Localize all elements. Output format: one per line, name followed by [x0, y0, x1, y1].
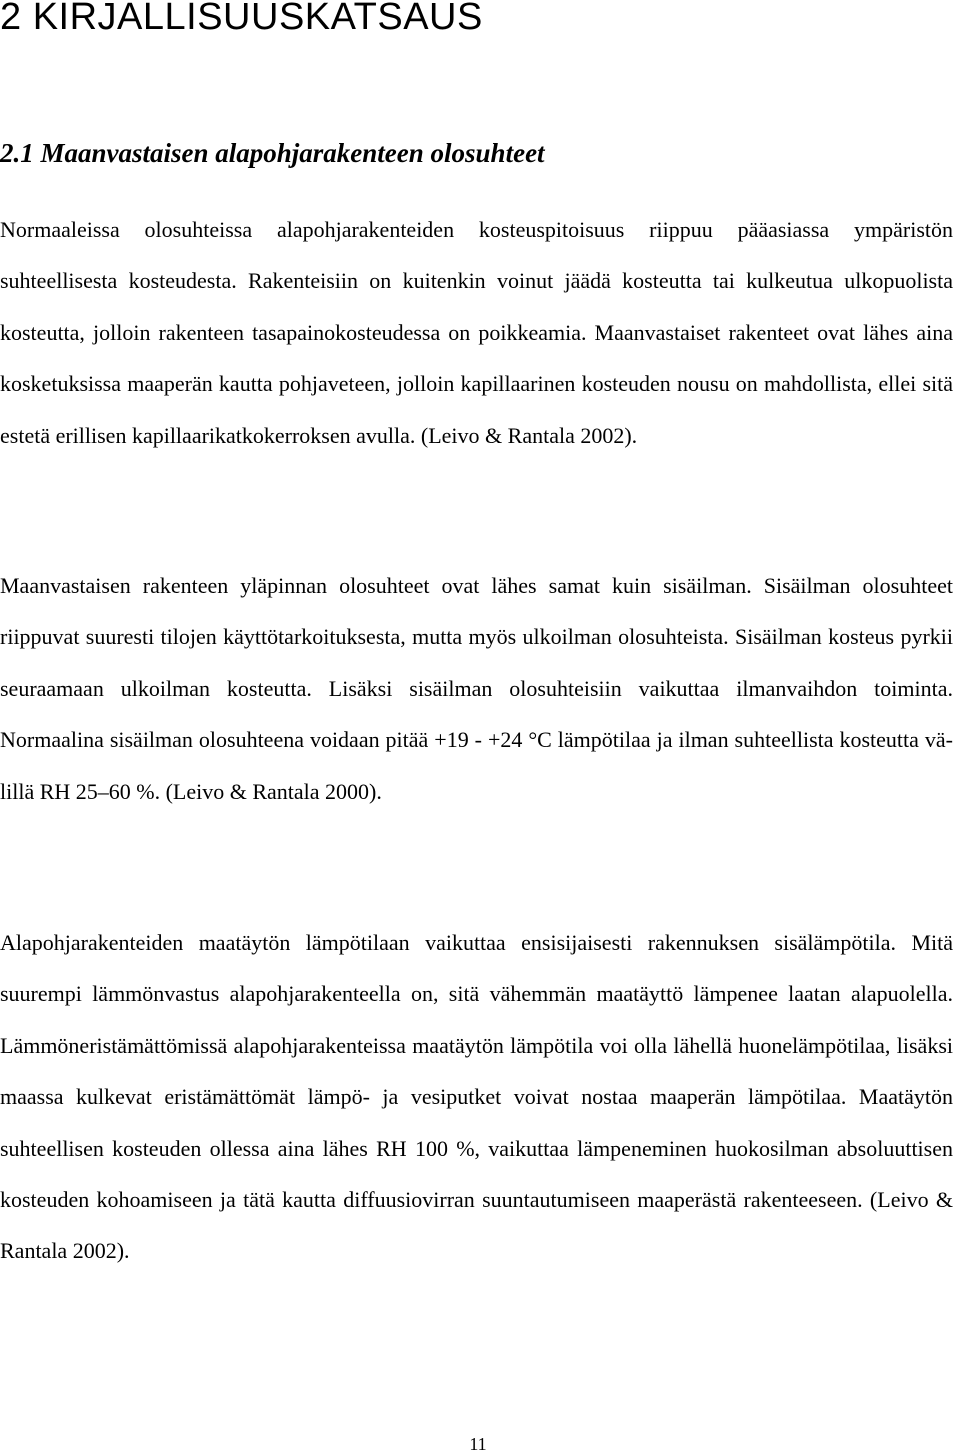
- body-paragraph: Alapohjarakenteiden maatäytön lämpötilaan vaikuttaa ensisijaisesti rakennuksen sisälämpötila. Mitä suurempi lämmönvastus alapohjarakenteella on, sitä vähemmän maatäyttö lämpenee laatan alapuolella. Lämmöneristämättömissä alapohjarakenteissa maatäytön lämpötila voi olla lähellä huonelämpötilaa, lisäksi maassa kulkevat eristämättömät lämpö- ja vesiputket voivat nostaa maaperän lämpötilaa. Maatäytön suhteellisen kosteuden ollessa aina lähes RH 100 %, vaikuttaa lämpeneminen huokosilman absoluuttisen kosteuden kohoamiseen ja tätä kautta diffuusiovirran suuntautumiseen maaperästä rakenteeseen. (Leivo & Rantala 2002).: [0, 930, 953, 1264]
- chapter-title: 2 KIRJALLISUUSKATSAUS: [0, 0, 483, 38]
- section-title: 2.1 Maanvastaisen alapohjarakenteen olosuhteet: [0, 138, 545, 168]
- page-number: 11: [469, 1434, 487, 1454]
- body-paragraph: Normaaleissa olosuhteissa alapohjarakenteiden kosteuspitoisuus riippuu pääasiassa ympäristön suhteellisesta kosteudesta. Rakenteisiin on kuitenkin voinut jäädä kosteutta tai kulkeutua ulkopuolista kosteutta, jolloin rakenteen tasapainokosteudessa on poikkeamia. Maanvastaiset rakenteet ovat lähes aina kosketuksissa maaperän kautta pohjaveteen, jolloin kapillaarinen kosteuden nousu on mahdollista, ellei sitä estetä erillisen kapillaarikatkokerroksen avulla. (Leivo & Rantala 2002).: [0, 217, 953, 448]
- body-paragraph: Maanvastaisen rakenteen yläpinnan olosuhteet ovat lähes samat kuin sisäilman. Sisäilman olosuhteet riippuvat suuresti tilojen käyttötarkoituksesta, mutta myös ulkoilman olosuhteista. Sisäilman kosteus pyrkii seuraamaan ulkoilman kosteutta. Lisäksi sisäilman olosuhteisiin vaikuttaa ilmanvaihdon toiminta. Normaalina sisäilman olosuhteena voidaan pitää +19 - +24 °C lämpötilaa ja ilman suhteellista kosteutta välillä RH 25–60 %. (Leivo & Rantala 2000).: [0, 573, 953, 804]
